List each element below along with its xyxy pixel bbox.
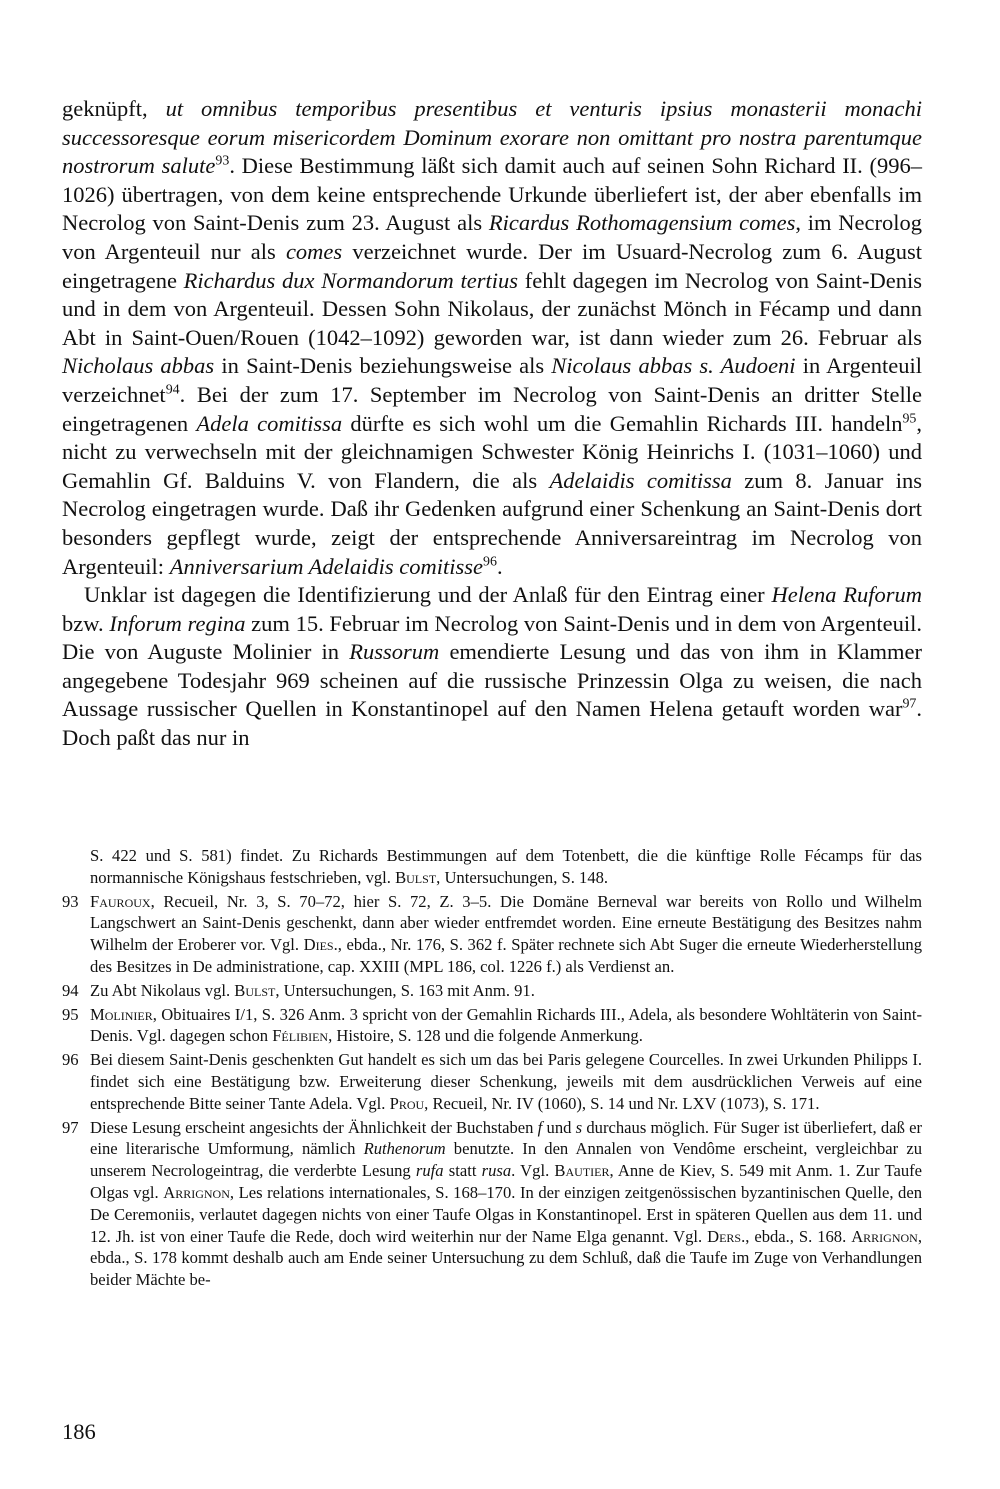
footnote-97: [62, 1117, 922, 1291]
text-run: , Untersuchungen, S. 163 mit Anm. 91.: [275, 980, 535, 1000]
text-run: , Anne de Kiev, S. 549 mit Anm. 1. Zur Taufe Olgas vgl.: [90, 1161, 923, 1202]
italic-term: f: [537, 1117, 543, 1137]
text-run: , Histoire, S. 128 und die folgende Anmerkung.: [328, 1026, 643, 1046]
italic-term: s: [575, 1117, 583, 1137]
author-name: Ders.: [707, 1226, 746, 1246]
italic-term: Ruthenorum: [363, 1139, 446, 1159]
footnote-ref-95[interactable]: 95: [902, 411, 917, 427]
author-name: Dies.: [303, 935, 338, 955]
text-run: . Vgl.: [511, 1161, 555, 1181]
text-run: Bei diesem Saint-Denis geschenkten Gut handelt es sich um das bei Paris gelegene Courcelles. In zwei Urkunden Philipps I. findet sich eine Bestätigung bzw. Erweiterung dieser Schenkung, jeweils mit dem ausdrücklichen Verweis auf eine entsprechende Bitte seiner Tante Adela. Vgl.: [90, 1050, 922, 1113]
text-run: dürfte es sich wohl um die Gemahlin Richards III. handeln: [342, 410, 903, 436]
text-run: Diese Lesung erscheint angesichts der Ähnlichkeit der Buchstaben: [90, 1117, 538, 1137]
text-run: bzw.: [62, 610, 110, 636]
author-name: Félibien: [272, 1026, 329, 1046]
footnote-95: [62, 1004, 922, 1048]
text-run: , Obituaires I/1, S. 326 Anm. 3 spricht von der Gemahlin Richards III., Adela, als besondere Wohltäterin von Saint-Denis. Vgl. dagegen schon: [90, 1004, 922, 1046]
footnote-continuation: [62, 845, 922, 889]
italic-term: rusa: [481, 1161, 512, 1181]
latin-name: Adelaidis comitissa: [549, 467, 732, 493]
footnote-number: 93: [62, 891, 79, 911]
author-name: Arrignon: [163, 1182, 230, 1202]
footnote-96: [62, 1049, 922, 1114]
text-run: S. 422 und S. 581) findet. Zu Richards Bestimmungen auf dem Totenbett, die die künftige Rolle Fécamps für das normannische Königshaus festschrieben, vgl.: [90, 846, 922, 887]
text-run: Zu Abt Nikolaus vgl.: [90, 980, 235, 1000]
author-name: Fauroux: [90, 891, 151, 911]
text-run: Unklar ist dagegen die Identifizierung und der Anlaß für den Eintrag einer: [84, 582, 772, 608]
text-run: .: [496, 553, 503, 579]
latin-quote: ut omnibus temporibus presentibus et venturis ipsius monasterii monachi successoresque eorum misericordem Dominum exorare non omittant pro nostra parentumque nostrorum salute: [62, 96, 922, 179]
page-number: 186: [62, 1419, 96, 1444]
main-text: [62, 95, 922, 753]
text-run: , ebda., S. 168.: [745, 1226, 852, 1246]
text-run: fehlt dagegen im Necrolog von Saint-Denis und in dem von Argenteuil. Dessen Sohn Nikolaus, der zunächst Mönch in Fécamp und dann Abt in Saint-Ouen/Rouen (1042–1092) geworden war, ist dann wieder zum 26. Februar als: [62, 267, 922, 350]
paragraph-1: [62, 95, 922, 581]
latin-name: comes: [285, 238, 343, 264]
text-run: zum 8. Januar ins Necrolog eingetragen wurde. Daß ihr Gedenken aufgrund einer Schenkung an Saint-Denis dort besonders gepflegt wurde, zeigt der entsprechende Anniversareintrag im Necrolog von Argenteuil:: [62, 467, 923, 579]
footnote-94: [62, 980, 922, 1002]
text-run: , Untersuchungen, S. 148.: [436, 867, 609, 887]
text-run: . Doch paßt das nur in: [62, 696, 922, 751]
text-run: verzeichnet wurde. Der im Usuard-Necrolog zum 6. August eingetragene: [62, 238, 922, 293]
latin-name: Russorum: [349, 639, 440, 665]
text-run: benutzte. In den Annalen von Vendôme erscheint, vergleichbar zu unserem Necrologeintrag, die verderbte Lesung: [90, 1139, 923, 1181]
italic-term: rufa: [415, 1161, 444, 1181]
latin-name: Nicholaus abbas: [62, 353, 215, 379]
footnote-ref-94[interactable]: 94: [165, 382, 180, 398]
paragraph-2: [62, 581, 922, 753]
text-run: geknüpft,: [62, 96, 166, 121]
text-run: , nicht zu verwechseln mit der gleichnamigen Schwester König Heinrichs I. (1031–1060) und Gemahlin Gf. Balduins V. von Flandern, die als: [62, 410, 923, 493]
footnote-93: [62, 891, 922, 978]
latin-quote: Anniversarium Adelaidis comitisse: [169, 553, 484, 579]
latin-name: Helena Ruforum: [771, 582, 922, 608]
text-run: , im Necrolog von Argenteuil nur als: [62, 210, 923, 264]
footnotes: [62, 845, 922, 1293]
text-run: , Les relations internationales, S. 168–170. In der einzigen zeitgenössischen byzantinischen Quelle, den De Ceremoniis, verlautet dagegen nichts von einer Taufe Olgas in Konstantinopel. Erst in späteren Quellen aus dem 11. und 12. Jh. ist von einer Taufe die Rede, doch wird weiterhin nur der Name Elga genannt. Vgl.: [90, 1182, 922, 1246]
text-run: emendierte Lesung und das von ihm in Klammer angegebene Todesjahr 969 scheinen auf die russische Prinzessin Olga zu weisen, die nach Aussage russischer Quellen in Konstantinopel auf den Namen Helena getauft worden war: [62, 639, 922, 722]
author-name: Bulst: [234, 980, 276, 1000]
text-run: durchaus möglich. Für Suger ist überliefert, daß er eine literarische Umformung, nämlich: [90, 1117, 922, 1159]
latin-name: Ricardus Rothomagensium comes: [488, 210, 796, 236]
text-run: in Argenteuil verzeichnet: [62, 353, 922, 407]
author-name: Arrignon: [851, 1226, 918, 1246]
latin-name: Inforum regina: [109, 610, 246, 636]
footnote-number: 97: [62, 1117, 79, 1137]
author-name: Bautier: [554, 1161, 610, 1181]
text-run: , ebda., Nr. 176, S. 362 f. Später rechnete sich Abt Suger die erneute Wiederherstellung des Besitzes in De administratione, cap. XXIII (MPL 186, col. 1226 f.) als Verdienst an.: [90, 935, 922, 976]
text-run: zum 15. Februar im Necrolog von Saint-Denis und in dem von Argenteuil. Die von Auguste Molinier in: [62, 610, 922, 665]
author-name: Prou: [389, 1093, 425, 1113]
footnote-number: 95: [62, 1004, 79, 1024]
footnote-number: 94: [62, 980, 79, 1000]
text-run: . Bei der zum 17. September im Necrolog von Saint-Denis an dritter Stelle eingetragenen: [62, 381, 922, 436]
text-run: , ebda., S. 178 kommt deshalb auch am Ende seiner Untersuchung zu dem Schluß, daß die Taufe im Zuge von Verhandlungen beider Mächte be-: [90, 1226, 922, 1290]
author-name: Bulst: [395, 867, 437, 887]
footnote-ref-96[interactable]: 96: [483, 554, 497, 569]
text-run: in Saint-Denis beziehungsweise als: [214, 353, 552, 379]
text-run: . Diese Bestimmung läßt sich damit auch auf seinen Sohn Richard II. (996–1026) übertragen, von dem keine entsprechende Urkunde überliefert ist, der aber ebenfalls im Necrolog von Saint-Denis zum 23. August als: [62, 153, 922, 236]
page-body: [62, 95, 922, 753]
latin-name: Adela comitissa: [196, 410, 343, 436]
author-name: Molinier: [90, 1004, 153, 1024]
footnote-ref-93[interactable]: 93: [215, 153, 230, 169]
text-run: und: [542, 1117, 576, 1137]
footnote-number: 96: [62, 1050, 79, 1070]
latin-name: Nicolaus abbas s. Audoeni: [551, 353, 796, 379]
text-run: , Recueil, Nr. 3, S. 70–72, hier S. 72, Z. 3–5. Die Domäne Berneval war bereits von Rollo und Wilhelm Langschwert an Saint-Denis geschenkt, dann aber wieder entfremdet worden. Eine erneute Bestätigung des Besitzes nahm Wilhelm der Eroberer vor. Vgl.: [90, 891, 922, 955]
latin-name: Richardus dux Normandorum tertius: [183, 267, 518, 293]
footnote-ref-97[interactable]: 97: [902, 696, 917, 712]
text-run: , Recueil, Nr. IV (1060), S. 14 und Nr. LXV (1073), S. 171.: [424, 1093, 820, 1113]
text-run: statt: [443, 1161, 482, 1181]
